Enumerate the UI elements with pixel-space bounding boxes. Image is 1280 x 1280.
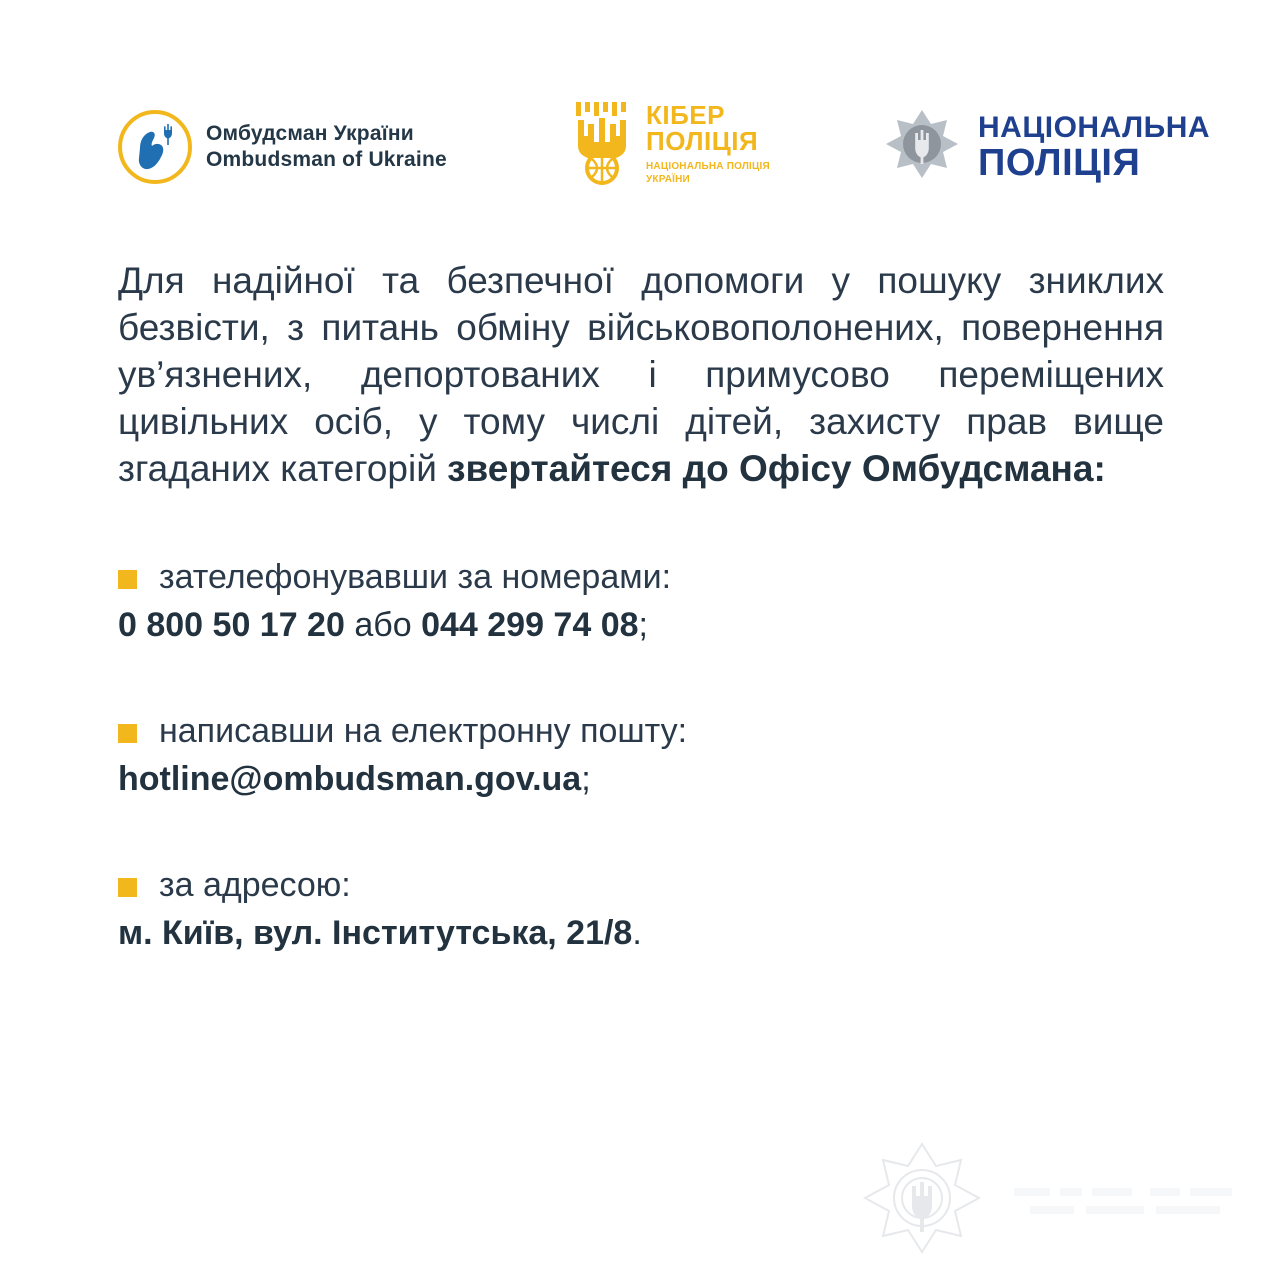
email-address[interactable]: hotline@ombudsman.gov.ua [118, 760, 582, 799]
national-police-logo [884, 108, 1210, 188]
ombudsman-hand-trident-icon [118, 110, 192, 184]
contact-email-values [118, 757, 1164, 803]
contact-item-address-header [118, 863, 1164, 907]
watermark-star-svg [862, 1140, 982, 1266]
cyberpolice-line4: УКРАЇНИ [646, 173, 690, 185]
contact-list [118, 555, 1164, 957]
police-star-watermark-icon [862, 1140, 982, 1266]
logo-bar [0, 100, 1280, 200]
contact-item-email [118, 709, 1164, 803]
cyberpolice-line2: ПОЛІЦІЯ [646, 126, 759, 156]
square-bullet-icon [118, 724, 137, 743]
national-police-logo-text [978, 112, 1210, 183]
lead-text: Для надійної та безпечної допомоги у пошуку зниклих безвісти, з питань обміну військовополонених, повернення ув’язнених, депортованих і примусово переміщених цивільних осіб, у тому числі дітей, захисту прав вище згаданих категорій [118, 260, 1164, 489]
phone-number-primary[interactable]: 0 800 50 17 20 [118, 606, 345, 645]
ombudsman-name-uk: Омбудсман України [206, 122, 414, 146]
contact-phone-label: зателефонувавши за номерами: [159, 557, 672, 596]
contact-item-phone-header [118, 555, 1164, 599]
square-bullet-icon [118, 878, 137, 897]
watermark-text-faint [1010, 1182, 1240, 1222]
police-line2: ПОЛІЦІЯ [978, 141, 1141, 184]
square-bullet-icon [118, 570, 137, 589]
contact-phone-values [118, 603, 1164, 649]
contact-item-address [118, 863, 1164, 957]
ombudsman-logo-text [206, 121, 447, 172]
phone-number-secondary[interactable]: 044 299 74 08 [421, 606, 639, 645]
cyberpolice-trident-svg [572, 102, 634, 188]
cyberpolice-logo [572, 102, 770, 188]
phone-punctuation: ; [638, 606, 648, 645]
contact-email-label: написавши на електронну пошту: [159, 712, 688, 750]
cyberpolice-line1: КІБЕР [646, 100, 725, 130]
ombudsman-name-en: Ombudsman of Ukraine [206, 148, 447, 171]
contact-item-email-header [118, 709, 1164, 753]
postal-address: м. Київ, вул. Інститутська, 21/8 [118, 914, 633, 953]
lead-emphasis: звертайтеся до Офісу Омбудсмана: [447, 447, 1106, 489]
contact-address-label: за адресою: [159, 866, 351, 905]
main-content [118, 258, 1164, 1017]
address-punctuation: . [632, 914, 642, 953]
phone-separator: або [344, 606, 422, 645]
cyberpolice-trident-icon [572, 102, 634, 188]
police-line1: НАЦІОНАЛЬНА [978, 111, 1211, 145]
cyberpolice-logo-text [646, 102, 770, 186]
watermark-faint-svg [1010, 1182, 1240, 1222]
cyberpolice-line3: НАЦІОНАЛЬНА ПОЛІЦІЯ [646, 161, 770, 173]
contact-address-values [118, 911, 1164, 957]
lead-paragraph [118, 258, 1164, 493]
contact-item-phone [118, 555, 1164, 649]
police-star-svg [884, 108, 960, 188]
trident-icon [160, 124, 176, 146]
email-punctuation: ; [581, 760, 591, 799]
police-star-emblem-icon [884, 108, 960, 188]
ombudsman-logo [118, 110, 447, 184]
